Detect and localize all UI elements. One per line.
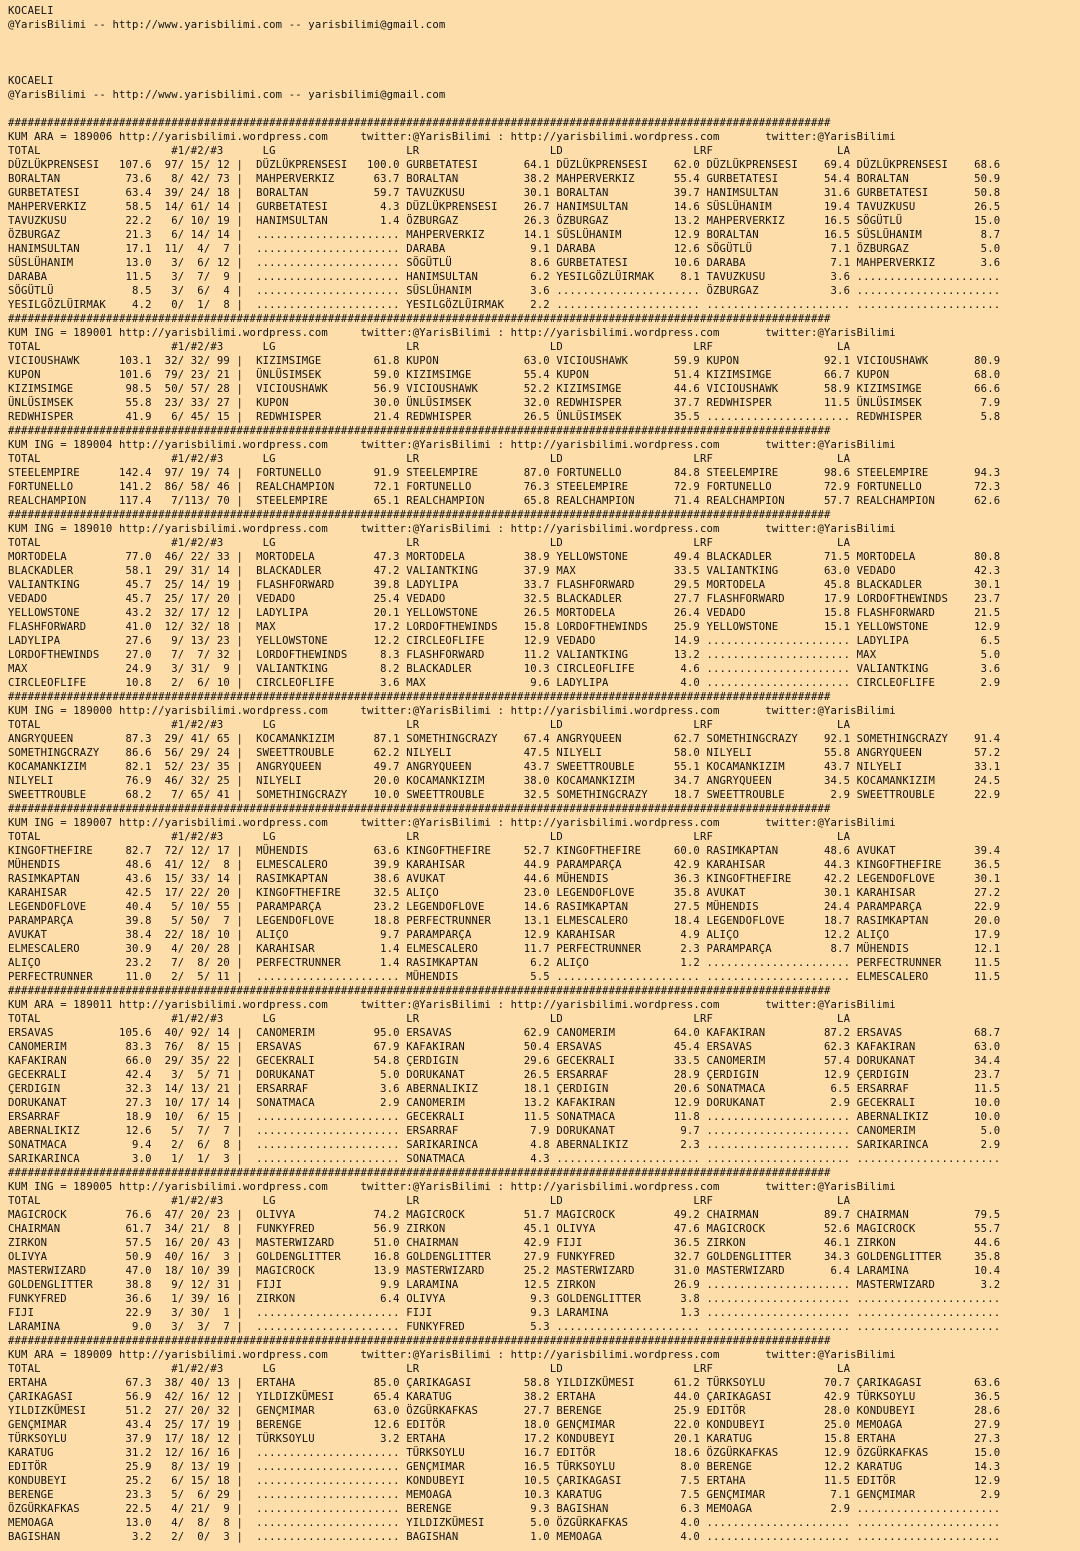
contact-line: @YarisBilimi -- http://www.yarisbilimi.com -- yarisbilimi@gmail.com: [8, 89, 446, 101]
blank-line: [8, 32, 1080, 46]
column-header-line: TOTAL #1/#2/#3 LG LR LD LRF LA: [8, 719, 851, 731]
horse-row: SONATMACA 9.4 2/ 6/ 8 | ...................... SARIKARINCA 4.8 ABERNALIKIZ 2.3 ...................... SARIKARINCA 2.9: [8, 1139, 1001, 1151]
horse-row: DORUKANAT 27.3 10/ 17/ 14 | SONATMACA 2.9 CANOMERIM 13.2 KAFAKIRAN 12.9 DORUKANAT 2.9 GECEKRALI 10.0: [8, 1097, 1001, 1109]
horse-row: OLIVYA 50.9 40/ 16/ 3 | GOLDENGLITTER 16.8 GOLDENGLITTER 27.9 FUNKYFRED 32.7 GOLDENGLITTER 34.3 GOLDENGLITTER 35.8: [8, 1251, 1001, 1263]
column-header-line: TOTAL #1/#2/#3 LG LR LD LRF LA: [8, 453, 851, 465]
horse-row: TAVUZKUSU 22.2 6/ 10/ 19 | HANIMSULTAN 1.4 ÖZBURGAZ 26.3 ÖZBURGAZ 13.2 MAHPERVERKIZ 16.5 SÖGÜTLÜ 15.0: [8, 215, 1001, 227]
horse-row: PARAMPARÇA 39.8 5/ 50/ 7 | LEGENDOFLOVE 18.8 PERFECTRUNNER 13.1 ELMESCALERO 18.4 LEGENDOFLOVE 18.7 RASIMKAPTAN 20.0: [8, 915, 1001, 927]
horse-row: ZIRKON 57.5 16/ 20/ 43 | MASTERWIZARD 51.0 CHAIRMAN 42.9 FIJI 36.5 ZIRKON 46.1 ZIRKON 44.6: [8, 1237, 1001, 1249]
horse-row: GENÇMIMAR 43.4 25/ 17/ 19 | BERENGE 12.6 EDITÖR 18.0 GENÇMIMAR 22.0 KONDUBEYI 25.0 MEMOAGA 27.9: [8, 1419, 1001, 1431]
horse-row: NILYELI 76.9 46/ 32/ 25 | NILYELI 20.0 KOCAMANKIZIM 38.0 KOCAMANKIZIM 34.7 ANGRYQUEEN 34.5 KOCAMANKIZIM 24.5: [8, 775, 1001, 787]
venue-title: KOCAELI: [8, 75, 54, 87]
column-header-line: TOTAL #1/#2/#3 LG LR LD LRF LA: [8, 1195, 851, 1207]
section-separator: ##############################################################################################################################: [8, 803, 831, 815]
race-header-line: KUM ING = 189007 http://yarisbilimi.wordpress.com twitter:@YarisBilimi : http://yarisbilimi.wordpress.com twitter:@YarisBilimi: [8, 817, 896, 829]
horse-row: LADYLIPA 27.6 9/ 13/ 23 | YELLOWSTONE 12.2 CIRCLEOFLIFE 12.9 VEDADO 14.9 ...................... LADYLIPA 6.5: [8, 635, 1001, 647]
horse-row: CANOMERIM 83.3 76/ 8/ 15 | ERSAVAS 67.9 KAFAKIRAN 50.4 ERSAVAS 45.4 ERSAVAS 62.3 KAFAKIRAN 63.0: [8, 1041, 1001, 1053]
horse-row: RASIMKAPTAN 43.6 15/ 33/ 14 | RASIMKAPTAN 38.6 AVUKAT 44.6 MÜHENDIS 36.3 KINGOFTHEFIRE 42.2 LEGENDOFLOVE 30.1: [8, 873, 1001, 885]
horse-row: CHAIRMAN 61.7 34/ 21/ 8 | FUNKYFRED 56.9 ZIRKON 45.1 OLIVYA 47.6 MAGICROCK 52.6 MAGICROCK 55.7: [8, 1223, 1001, 1235]
section-separator: ##############################################################################################################################: [8, 1167, 831, 1179]
section-separator: ##############################################################################################################################: [8, 117, 831, 129]
contact-line: @YarisBilimi -- http://www.yarisbilimi.com -- yarisbilimi@gmail.com: [8, 19, 446, 31]
horse-row: HANIMSULTAN 17.1 11/ 4/ 7 | ...................... DARABA 9.1 DARABA 12.6 SÖGÜTLÜ 7.1 ÖZBURGAZ 5.0: [8, 243, 1001, 255]
venue-title: KOCAELI: [8, 5, 54, 17]
horse-row: LORDOFTHEWINDS 27.0 7/ 7/ 32 | LORDOFTHEWINDS 8.3 FLASHFORWARD 11.2 VALIANTKING 13.2 ...................... MAX 5.0: [8, 649, 1001, 661]
horse-row: EDITÖR 25.9 8/ 13/ 19 | ...................... GENÇMIMAR 16.5 TÜRKSOYLU 8.0 BERENGE 12.2 KARATUG 14.3: [8, 1461, 1001, 1473]
horse-row: BLACKADLER 58.1 29/ 31/ 14 | BLACKADLER 47.2 VALIANTKING 37.9 MAX 33.5 VALIANTKING 63.0 VEDADO 42.3: [8, 565, 1001, 577]
horse-row: BERENGE 23.3 5/ 6/ 29 | ...................... MEMOAGA 10.3 KARATUG 7.5 GENÇMIMAR 7.1 GENÇMIMAR 2.9: [8, 1489, 1001, 1501]
horse-row: ERTAHA 67.3 38/ 40/ 13 | ERTAHA 85.0 ÇARIKAGASI 58.8 YILDIZKÜMESI 61.2 TÜRKSOYLU 70.7 ÇARIKAGASI 63.6: [8, 1377, 1001, 1389]
race-header-line: KUM ARA = 189009 http://yarisbilimi.wordpress.com twitter:@YarisBilimi : http://yarisbilimi.wordpress.com twitter:@YarisBilimi: [8, 1349, 896, 1361]
column-header-line: TOTAL #1/#2/#3 LG LR LD LRF LA: [8, 537, 851, 549]
column-header-line: TOTAL #1/#2/#3 LG LR LD LRF LA: [8, 1363, 851, 1375]
horse-row: BAGISHAN 3.2 2/ 0/ 3 | ...................... BAGISHAN 1.0 MEMOAGA 4.0 ...................... ......................: [8, 1531, 1001, 1543]
race-header-line: KUM ING = 189001 http://yarisbilimi.wordpress.com twitter:@YarisBilimi : http://yarisbilimi.wordpress.com twitter:@YarisBilimi: [8, 327, 896, 339]
horse-row: ÖZBURGAZ 21.3 6/ 14/ 14 | ...................... MAHPERVERKIZ 14.1 SÜSLÜHANIM 12.9 BORALTAN 16.5 SÜSLÜHANIM 8.7: [8, 229, 1001, 241]
horse-row: SOMETHINGCRAZY 86.6 56/ 29/ 24 | SWEETTROUBLE 62.2 NILYELI 47.5 NILYELI 58.0 NILYELI 55.8 ANGRYQUEEN 57.2: [8, 747, 1001, 759]
blank-line: [8, 60, 1080, 74]
section-separator: ##############################################################################################################################: [8, 509, 831, 521]
horse-row: TÜRKSOYLU 37.9 17/ 18/ 12 | TÜRKSOYLU 3.2 ERTAHA 17.2 KONDUBEYI 20.1 KARATUG 15.8 ERTAHA 27.3: [8, 1433, 1001, 1445]
horse-row: PERFECTRUNNER 11.0 2/ 5/ 11 | ...................... MÜHENDIS 5.5 ...................... ...................... ELMESCALERO 11.5: [8, 971, 1001, 983]
horse-row: KOCAMANKIZIM 82.1 52/ 23/ 35 | ANGRYQUEEN 49.7 ANGRYQUEEN 43.7 SWEETTROUBLE 55.1 KOCAMANKIZIM 43.7 NILYELI 33.1: [8, 761, 1001, 773]
horse-row: MÜHENDIS 48.6 41/ 12/ 8 | ELMESCALERO 39.9 KARAHISAR 44.9 PARAMPARÇA 42.9 KARAHISAR 44.3 KINGOFTHEFIRE 36.5: [8, 859, 1001, 871]
horse-row: MEMOAGA 13.0 4/ 8/ 8 | ...................... YILDIZKÜMESI 5.0 ÖZGÜRKAFKAS 4.0 ...................... ......................: [8, 1517, 1001, 1529]
horse-row: MAGICROCK 76.6 47/ 20/ 23 | OLIVYA 74.2 MAGICROCK 51.7 MAGICROCK 49.2 CHAIRMAN 89.7 CHAIRMAN 79.5: [8, 1209, 1001, 1221]
horse-row: DARABA 11.5 3/ 7/ 9 | ...................... HANIMSULTAN 6.2 YESILGÖZLÜIRMAK 8.1 TAVUZKUSU 3.6 ......................: [8, 271, 1001, 283]
horse-row: ABERNALIKIZ 12.6 5/ 7/ 7 | ...................... ERSARRAF 7.9 DORUKANAT 9.7 ...................... CANOMERIM 5.0: [8, 1125, 1001, 1137]
horse-row: STEELEMPIRE 142.4 97/ 19/ 74 | FORTUNELLO 91.9 STEELEMPIRE 87.0 FORTUNELLO 84.8 STEELEMPIRE 98.6 STEELEMPIRE 94.3: [8, 467, 1001, 479]
horse-row: KUPON 101.6 79/ 23/ 21 | ÜNLÜSIMSEK 59.0 KIZIMSIMGE 55.4 KUPON 51.4 KIZIMSIMGE 66.7 KUPON 68.0: [8, 369, 1001, 381]
column-header-line: TOTAL #1/#2/#3 LG LR LD LRF LA: [8, 145, 851, 157]
horse-row: REALCHAMPION 117.4 7/113/ 70 | STEELEMPIRE 65.1 REALCHAMPION 65.8 REALCHAMPION 71.4 REALCHAMPION 57.7 REALCHAMPION 62.6: [8, 495, 1001, 507]
horse-row: VEDADO 45.7 25/ 17/ 20 | VEDADO 25.4 VEDADO 32.5 BLACKADLER 27.7 FLASHFORWARD 17.9 LORDOFTHEWINDS 23.7: [8, 593, 1001, 605]
horse-row: MASTERWIZARD 47.0 18/ 10/ 39 | MAGICROCK 13.9 MASTERWIZARD 25.2 MASTERWIZARD 31.0 MASTERWIZARD 6.4 LARAMINA 10.4: [8, 1265, 1001, 1277]
column-header-line: TOTAL #1/#2/#3 LG LR LD LRF LA: [8, 341, 851, 353]
horse-row: SÜSLÜHANIM 13.0 3/ 6/ 12 | ...................... SÖGÜTLÜ 8.6 GURBETATESI 10.6 DARABA 7.1 MAHPERVERKIZ 3.6: [8, 257, 1001, 269]
horse-row: YESILGÖZLÜIRMAK 4.2 0/ 1/ 8 | ...................... YESILGÖZLÜIRMAK 2.2 ...................... ...................... ......................: [8, 299, 1001, 311]
horse-row: VICIOUSHAWK 103.1 32/ 32/ 99 | KIZIMSIMGE 61.8 KUPON 63.0 VICIOUSHAWK 59.9 KUPON 92.1 VICIOUSHAWK 80.9: [8, 355, 1001, 367]
horse-row: KIZIMSIMGE 98.5 50/ 57/ 28 | VICIOUSHAWK 56.9 VICIOUSHAWK 52.2 KIZIMSIMGE 44.6 VICIOUSHAWK 58.9 KIZIMSIMGE 66.6: [8, 383, 1001, 395]
horse-row: FUNKYFRED 36.6 1/ 39/ 16 | ZIRKON 6.4 OLIVYA 9.3 GOLDENGLITTER 3.8 ...................... ......................: [8, 1293, 1001, 1305]
race-header-line: KUM ARA = 189011 http://yarisbilimi.wordpress.com twitter:@YarisBilimi : http://yarisbilimi.wordpress.com twitter:@YarisBilimi: [8, 999, 896, 1011]
blank-line: [8, 46, 1080, 60]
horse-row: ÇARIKAGASI 56.9 42/ 16/ 12 | YILDIZKÜMESI 65.4 KARATUG 38.2 ERTAHA 44.0 ÇARIKAGASI 42.9 TÜRKSOYLU 36.5: [8, 1391, 1001, 1403]
horse-row: LARAMINA 9.0 3/ 3/ 7 | ...................... FUNKYFRED 5.3 ...................... ...................... ......................: [8, 1321, 1001, 1333]
horse-row: LEGENDOFLOVE 40.4 5/ 10/ 55 | PARAMPARÇA 23.2 LEGENDOFLOVE 14.6 RASIMKAPTAN 27.5 MÜHENDIS 24.4 PARAMPARÇA 22.9: [8, 901, 1001, 913]
horse-row: VALIANTKING 45.7 25/ 14/ 19 | FLASHFORWARD 39.8 LADYLIPA 33.7 FLASHFORWARD 29.5 MORTODELA 45.8 BLACKADLER 30.1: [8, 579, 1001, 591]
section-separator: ##############################################################################################################################: [8, 425, 831, 437]
horse-row: ERSARRAF 18.9 10/ 6/ 15 | ...................... GECEKRALI 11.5 SONATMACA 11.8 ...................... ABERNALIKIZ 10.0: [8, 1111, 1001, 1123]
horse-row: KINGOFTHEFIRE 82.7 72/ 12/ 17 | MÜHENDIS 63.6 KINGOFTHEFIRE 52.7 KINGOFTHEFIRE 60.0 RASIMKAPTAN 48.6 AVUKAT 39.4: [8, 845, 1001, 857]
horse-row: ERSAVAS 105.6 40/ 92/ 14 | CANOMERIM 95.0 ERSAVAS 62.9 CANOMERIM 64.0 KAFAKIRAN 87.2 ERSAVAS 68.7: [8, 1027, 1001, 1039]
horse-row: FIJI 22.9 3/ 30/ 1 | ...................... FIJI 9.3 LARAMINA 1.3 ...................... ......................: [8, 1307, 1001, 1319]
horse-row: DÜZLÜKPRENSESI 107.6 97/ 15/ 12 | DÜZLÜKPRENSESI 100.0 GURBETATESI 64.1 DÜZLÜKPRENSESI 62.0 DÜZLÜKPRENSESI 69.4 DÜZLÜKPRENSESI 68.6: [8, 159, 1001, 171]
column-header-line: TOTAL #1/#2/#3 LG LR LD LRF LA: [8, 831, 851, 843]
horse-row: SARIKARINCA 3.0 1/ 1/ 3 | ...................... SONATMACA 4.3 ...................... ...................... ......................: [8, 1153, 1001, 1165]
horse-row: FLASHFORWARD 41.0 12/ 32/ 18 | MAX 17.2 LORDOFTHEWINDS 15.8 LORDOFTHEWINDS 25.9 YELLOWSTONE 15.1 YELLOWSTONE 12.9: [8, 621, 1001, 633]
horse-row: MAHPERVERKIZ 58.5 14/ 61/ 14 | GURBETATESI 4.3 DÜZLÜKPRENSESI 26.7 HANIMSULTAN 14.6 SÜSLÜHANIM 19.4 TAVUZKUSU 26.5: [8, 201, 1001, 213]
horse-row: ÖZGÜRKAFKAS 22.5 4/ 21/ 9 | ...................... BERENGE 9.3 BAGISHAN 6.3 MEMOAGA 2.9 ......................: [8, 1503, 1001, 1515]
race-header-line: KUM ARA = 189006 http://yarisbilimi.wordpress.com twitter:@YarisBilimi : http://yarisbilimi.wordpress.com twitter:@YarisBilimi: [8, 131, 896, 143]
horse-row: ALIÇO 23.2 7/ 8/ 20 | PERFECTRUNNER 1.4 RASIMKAPTAN 6.2 ALIÇO 1.2 ...................... PERFECTRUNNER 11.5: [8, 957, 1001, 969]
horse-row: KONDUBEYI 25.2 6/ 15/ 18 | ...................... KONDUBEYI 10.5 ÇARIKAGASI 7.5 ERTAHA 11.5 EDITÖR 12.9: [8, 1475, 1001, 1487]
horse-row: KARATUG 31.2 12/ 16/ 16 | ...................... TÜRKSOYLU 16.7 EDITÖR 18.6 ÖZGÜRKAFKAS 12.9 ÖZGÜRKAFKAS 15.0: [8, 1447, 1001, 1459]
horse-row: FORTUNELLO 141.2 86/ 58/ 46 | REALCHAMPION 72.1 FORTUNELLO 76.3 STEELEMPIRE 72.9 FORTUNELLO 72.9 FORTUNELLO 72.3: [8, 481, 1001, 493]
horse-row: GOLDENGLITTER 38.8 9/ 12/ 31 | FIJI 9.9 LARAMINA 12.5 ZIRKON 26.9 ...................... MASTERWIZARD 3.2: [8, 1279, 1001, 1291]
race-header-line: KUM ING = 189004 http://yarisbilimi.wordpress.com twitter:@YarisBilimi : http://yarisbilimi.wordpress.com twitter:@YarisBilimi: [8, 439, 896, 451]
horse-row: YELLOWSTONE 43.2 32/ 17/ 12 | LADYLIPA 20.1 YELLOWSTONE 26.5 MORTODELA 26.4 VEDADO 15.8 FLASHFORWARD 21.5: [8, 607, 1001, 619]
horse-row: SWEETTROUBLE 68.2 7/ 65/ 41 | SOMETHINGCRAZY 10.0 SWEETTROUBLE 32.5 SOMETHINGCRAZY 18.7 SWEETTROUBLE 2.9 SWEETTROUBLE 22.9: [8, 789, 1001, 801]
horse-row: KARAHISAR 42.5 17/ 22/ 20 | KINGOFTHEFIRE 32.5 ALIÇO 23.0 LEGENDOFLOVE 35.8 AVUKAT 30.1 KARAHISAR 27.2: [8, 887, 1001, 899]
horse-row: YILDIZKÜMESI 51.2 27/ 20/ 32 | GENÇMIMAR 63.0 ÖZGÜRKAFKAS 27.7 BERENGE 25.9 EDITÖR 28.0 KONDUBEYI 28.6: [8, 1405, 1001, 1417]
horse-row: MORTODELA 77.0 46/ 22/ 33 | MORTODELA 47.3 MORTODELA 38.9 YELLOWSTONE 49.4 BLACKADLER 71.5 MORTODELA 80.8: [8, 551, 1001, 563]
section-separator: ##############################################################################################################################: [8, 985, 831, 997]
horse-row: KAFAKIRAN 66.0 29/ 35/ 22 | GECEKRALI 54.8 ÇERDIGIN 29.6 GECEKRALI 33.5 CANOMERIM 57.4 DORUKANAT 34.4: [8, 1055, 1001, 1067]
horse-row: AVUKAT 38.4 22/ 18/ 10 | ALIÇO 9.7 PARAMPARÇA 12.9 KARAHISAR 4.9 ALIÇO 12.2 ALIÇO 17.9: [8, 929, 1001, 941]
race-header-line: KUM ING = 189005 http://yarisbilimi.wordpress.com twitter:@YarisBilimi : http://yarisbilimi.wordpress.com twitter:@YarisBilimi: [8, 1181, 896, 1193]
horse-row: ANGRYQUEEN 87.3 29/ 41/ 65 | KOCAMANKIZIM 87.1 SOMETHINGCRAZY 67.4 ANGRYQUEEN 62.7 SOMETHINGCRAZY 92.1 SOMETHINGCRAZY 91.4: [8, 733, 1001, 745]
horse-row: ÜNLÜSIMSEK 55.8 23/ 33/ 27 | KUPON 30.0 ÜNLÜSIMSEK 32.0 REDWHISPER 37.7 REDWHISPER 11.5 ÜNLÜSIMSEK 7.9: [8, 397, 1001, 409]
horse-row: MAX 24.9 3/ 31/ 9 | VALIANTKING 8.2 BLACKADLER 10.3 CIRCLEOFLIFE 4.6 ...................... VALIANTKING 3.6: [8, 663, 1001, 675]
horse-row: GECEKRALI 42.4 3/ 5/ 71 | DORUKANAT 5.0 DORUKANAT 26.5 ERSARRAF 28.9 ÇERDIGIN 12.9 ÇERDIGIN 23.7: [8, 1069, 1001, 1081]
horse-row: ÇERDIGIN 32.3 14/ 13/ 21 | ERSARRAF 3.6 ABERNALIKIZ 18.1 ÇERDIGIN 20.6 SONATMACA 6.5 ERSARRAF 11.5: [8, 1083, 1001, 1095]
section-separator: ##############################################################################################################################: [8, 691, 831, 703]
section-separator: ##############################################################################################################################: [8, 313, 831, 325]
column-header-line: TOTAL #1/#2/#3 LG LR LD LRF LA: [8, 1013, 851, 1025]
horse-row: SÖGÜTLÜ 8.5 3/ 6/ 4 | ...................... SÜSLÜHANIM 3.6 ...................... ÖZBURGAZ 3.6 ......................: [8, 285, 1001, 297]
horse-row: CIRCLEOFLIFE 10.8 2/ 6/ 10 | CIRCLEOFLIFE 3.6 MAX 9.6 LADYLIPA 4.0 ...................... CIRCLEOFLIFE 2.9: [8, 677, 1001, 689]
horse-row: REDWHISPER 41.9 6/ 45/ 15 | REDWHISPER 21.4 REDWHISPER 26.5 ÜNLÜSIMSEK 35.5 ...................... REDWHISPER 5.8: [8, 411, 1001, 423]
horse-row: ELMESCALERO 30.9 4/ 20/ 28 | KARAHISAR 1.4 ELMESCALERO 11.7 PERFECTRUNNER 2.3 PARAMPARÇA 8.7 MÜHENDIS 12.1: [8, 943, 1001, 955]
race-header-line: KUM ING = 189000 http://yarisbilimi.wordpress.com twitter:@YarisBilimi : http://yarisbilimi.wordpress.com twitter:@YarisBilimi: [8, 705, 896, 717]
section-separator: ##############################################################################################################################: [8, 1335, 831, 1347]
horse-row: GURBETATESI 63.4 39/ 24/ 18 | BORALTAN 59.7 TAVUZKUSU 30.1 BORALTAN 39.7 HANIMSULTAN 31.6 GURBETATESI 50.8: [8, 187, 1001, 199]
blank-line: [8, 102, 1080, 116]
race-header-line: KUM ING = 189010 http://yarisbilimi.wordpress.com twitter:@YarisBilimi : http://yarisbilimi.wordpress.com twitter:@YarisBilimi: [8, 523, 896, 535]
horse-row: BORALTAN 73.6 8/ 42/ 73 | MAHPERVERKIZ 63.7 BORALTAN 38.2 MAHPERVERKIZ 55.4 GURBETATESI 54.4 BORALTAN 50.9: [8, 173, 1001, 185]
